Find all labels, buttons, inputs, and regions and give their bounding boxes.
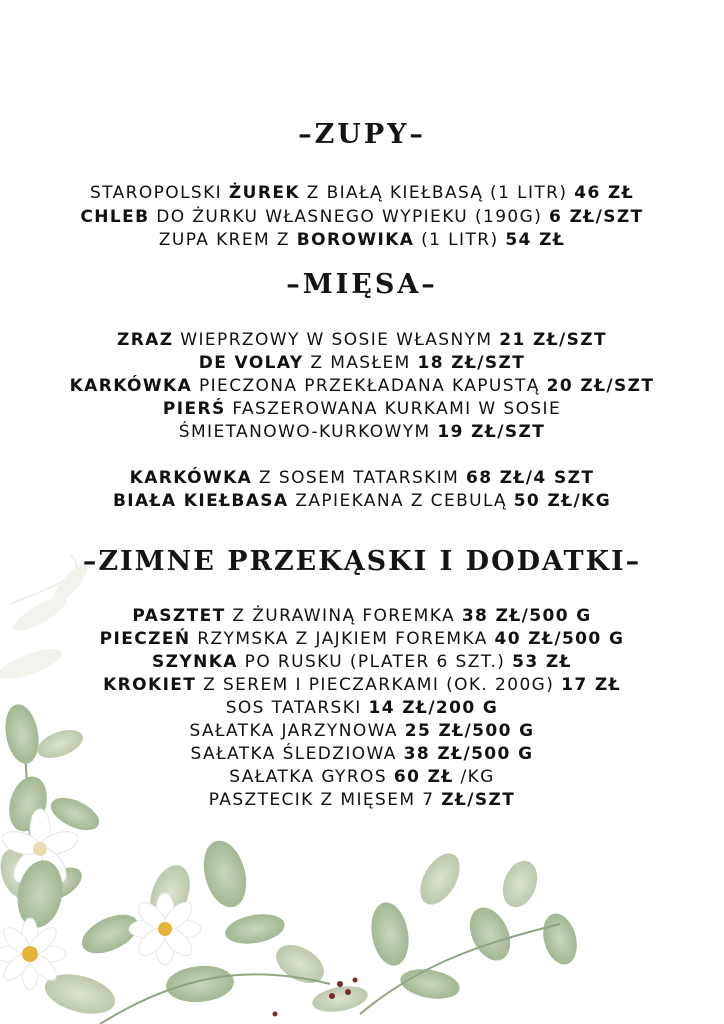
menu-line: PASZTECIK Z MIĘSEM 7 ZŁ/SZT — [208, 790, 516, 810]
menu-line: PIECZEŃ RZYMSKA Z JAJKIEM FOREMKA 40 ZŁ/500 G — [99, 629, 625, 649]
menu-line: SAŁATKA ŚLEDZIOWA 38 ZŁ/500 G — [190, 744, 534, 764]
menu-line: SAŁATKA JARZYNOWA 25 ZŁ/500 G — [189, 721, 535, 741]
menu-line: PIERŚ FASZEROWANA KURKAMI W SOSIE — [162, 399, 562, 419]
menu-line: SAŁATKA GYROS 60 ZŁ /KG — [229, 767, 495, 787]
section-heading-zupy: –ZUPY– — [298, 119, 426, 150]
menu-line: CHLEB DO ŻURKU WŁASNEGO WYPIEKU (190G) 6 ZŁ/SZT — [80, 207, 644, 227]
menu-line: ZUPA KREM Z BOROWIKA (1 LITR) 54 ZŁ — [158, 230, 566, 250]
menu-line: ŚMIETANOWO-KURKOWYM 19 ZŁ/SZT — [178, 422, 546, 442]
menu-line: DE VOLAY Z MASŁEM 18 ZŁ/SZT — [198, 353, 526, 373]
menu-line: PASZTET Z ŻURAWINĄ FOREMKA 38 ZŁ/500 G — [132, 606, 592, 626]
menu-line: KARKÓWKA Z SOSEM TATARSKIM 68 ZŁ/4 SZT — [129, 468, 595, 488]
menu-line: STAROPOLSKI ŻUREK Z BIAŁĄ KIEŁBASĄ (1 LITR) 46 ZŁ — [89, 183, 635, 203]
menu-line: KARKÓWKA PIECZONA PRZEKŁADANA KAPUSTĄ 20 ZŁ/SZT — [69, 376, 655, 396]
menu-line: SZYNKA PO RUSKU (PLATER 6 SZT.) 53 ZŁ — [152, 652, 572, 672]
section-heading-miesa: –MIĘSA– — [286, 269, 438, 300]
section-heading-zimne: –ZIMNE PRZEKĄSKI I DODATKI– — [82, 546, 642, 577]
menu-line: BIAŁA KIEŁBASA ZAPIEKANA Z CEBULĄ 50 ZŁ/KG — [112, 491, 612, 511]
menu-line: ZRAZ WIEPRZOWY W SOSIE WŁASNYM 21 ZŁ/SZT — [116, 330, 608, 350]
menu-line: KROKIET Z SEREM I PIECZARKAMI (OK. 200G) 17 ZŁ — [103, 675, 621, 695]
menu-line: SOS TATARSKI 14 ZŁ/200 G — [225, 698, 499, 718]
